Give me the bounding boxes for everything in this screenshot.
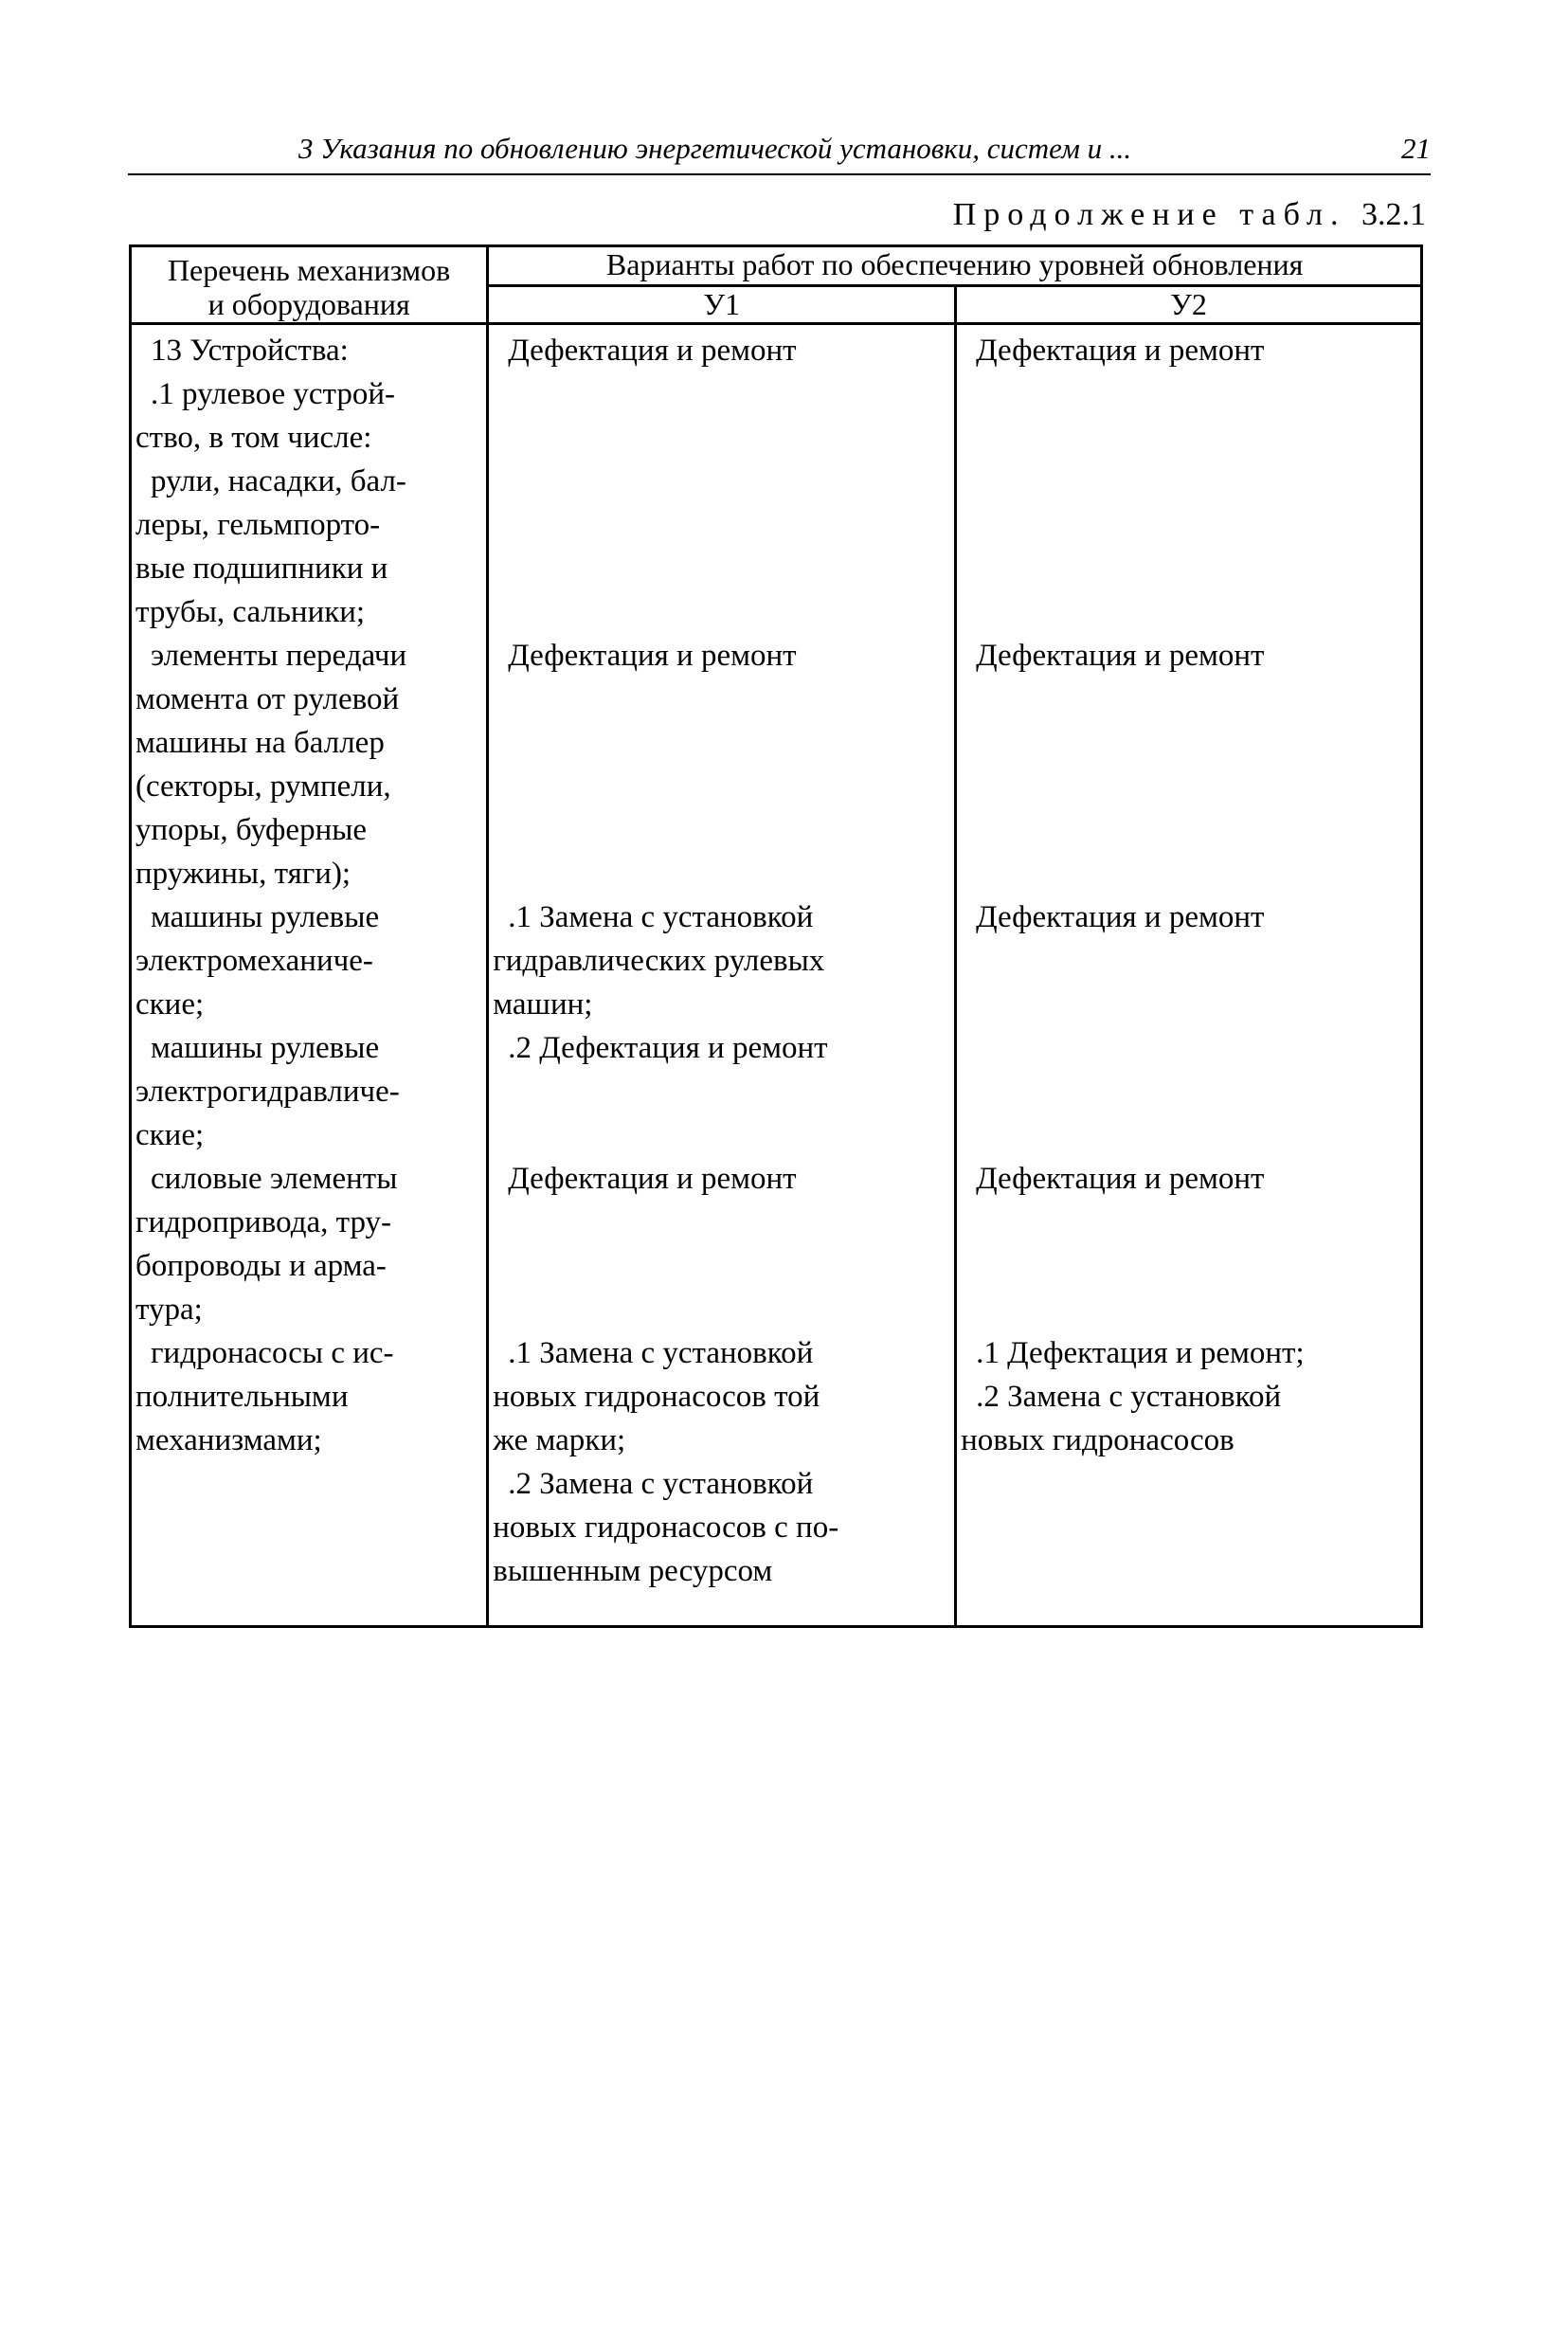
mech-line: ство, в том числе: xyxy=(135,421,372,455)
mech-line: машины рулевые xyxy=(151,900,380,934)
u1-line: Дефектация и ремонт xyxy=(508,1162,797,1196)
header-variants: Варианты работ по обеспечению уровней обновления xyxy=(488,246,1422,286)
u1-line: новых гидронасосов той xyxy=(493,1380,820,1414)
u2-line: .1 Дефектация и ремонт; xyxy=(976,1336,1305,1370)
mech-line: трубы, сальники; xyxy=(135,595,366,629)
mech-line: вые подшипники и xyxy=(135,552,388,586)
mech-line: машины рулевые xyxy=(151,1031,380,1065)
mech-line: .1 рулевое устрой- xyxy=(151,377,396,411)
mech-line: ские; xyxy=(135,1118,205,1152)
works-table xyxy=(129,244,1423,1628)
mech-line: силовые элементы xyxy=(151,1162,398,1196)
mech-line: леры, гельмпорто- xyxy=(135,508,381,542)
u1-line: новых гидронасосов с по- xyxy=(493,1510,839,1545)
u1-line: Дефектация и ремонт xyxy=(508,639,797,673)
u2-line: Дефектация и ремонт xyxy=(976,900,1265,934)
mech-line: машины на баллер xyxy=(135,726,385,760)
header-u2: У2 xyxy=(956,286,1422,324)
cell-u2 xyxy=(956,324,1422,1627)
mech-line: электромеханиче- xyxy=(135,944,373,978)
mech-line: полнительными xyxy=(135,1380,349,1414)
mech-line: момента от рулевой xyxy=(135,682,400,716)
u2-line: Дефектация и ремонт xyxy=(976,1162,1265,1196)
cell-mechanisms xyxy=(131,324,488,1627)
mech-line: пружины, тяги); xyxy=(135,857,351,891)
mech-line: гидропривода, тру- xyxy=(135,1205,392,1239)
mech-line: рули, насадки, бал- xyxy=(151,464,406,498)
caption-number: 3.2.1 xyxy=(1361,197,1426,232)
mech-line: механизмами; xyxy=(135,1423,322,1457)
mech-line: гидронасосы с ис- xyxy=(151,1336,394,1370)
mech-line: бопроводы и арма- xyxy=(135,1249,387,1283)
u2-line: новых гидронасосов xyxy=(961,1423,1235,1457)
header-mechanisms-line1: Перечень механизмов xyxy=(167,253,451,287)
running-title: 3 Указания по обновлению энергетической установки, систем и ... xyxy=(298,132,1132,165)
u2-line: Дефектация и ремонт xyxy=(976,639,1265,673)
mech-line: 13 Устройства: xyxy=(151,334,349,368)
header-mechanisms-line2: и оборудования xyxy=(207,287,410,321)
table-caption xyxy=(777,197,1426,233)
mech-line: упоры, буферные xyxy=(135,813,368,847)
u1-line: вышенным ресурсом xyxy=(493,1554,773,1588)
u1-line: же марки; xyxy=(493,1423,626,1457)
u1-line: .2 Замена с установкой xyxy=(508,1467,814,1501)
page-number: 21 xyxy=(1401,132,1431,165)
mech-line: элементы передачи xyxy=(151,639,407,673)
mech-line: ские; xyxy=(135,987,205,1022)
u1-line: .1 Замена с установкой xyxy=(508,900,814,934)
mech-line: (секторы, румпели, xyxy=(135,769,391,804)
u2-line: Дефектация и ремонт xyxy=(976,334,1265,368)
mech-line: электрогидравличе- xyxy=(135,1075,400,1109)
mech-line: тура; xyxy=(135,1293,203,1327)
u1-line: Дефектация и ремонт xyxy=(508,334,797,368)
u1-line: .1 Замена с установкой xyxy=(508,1336,814,1370)
u1-line: .2 Дефектация и ремонт xyxy=(508,1031,828,1065)
u1-line: гидравлических рулевых xyxy=(493,944,825,978)
u2-line: .2 Замена с установкой xyxy=(976,1380,1282,1414)
caption-label: Продолжение табл. xyxy=(952,197,1346,232)
header-mechanisms xyxy=(131,246,488,324)
running-header xyxy=(128,126,1431,175)
u1-line: машин; xyxy=(493,987,593,1022)
cell-u1 xyxy=(488,324,956,1627)
header-u1: У1 xyxy=(488,286,956,324)
